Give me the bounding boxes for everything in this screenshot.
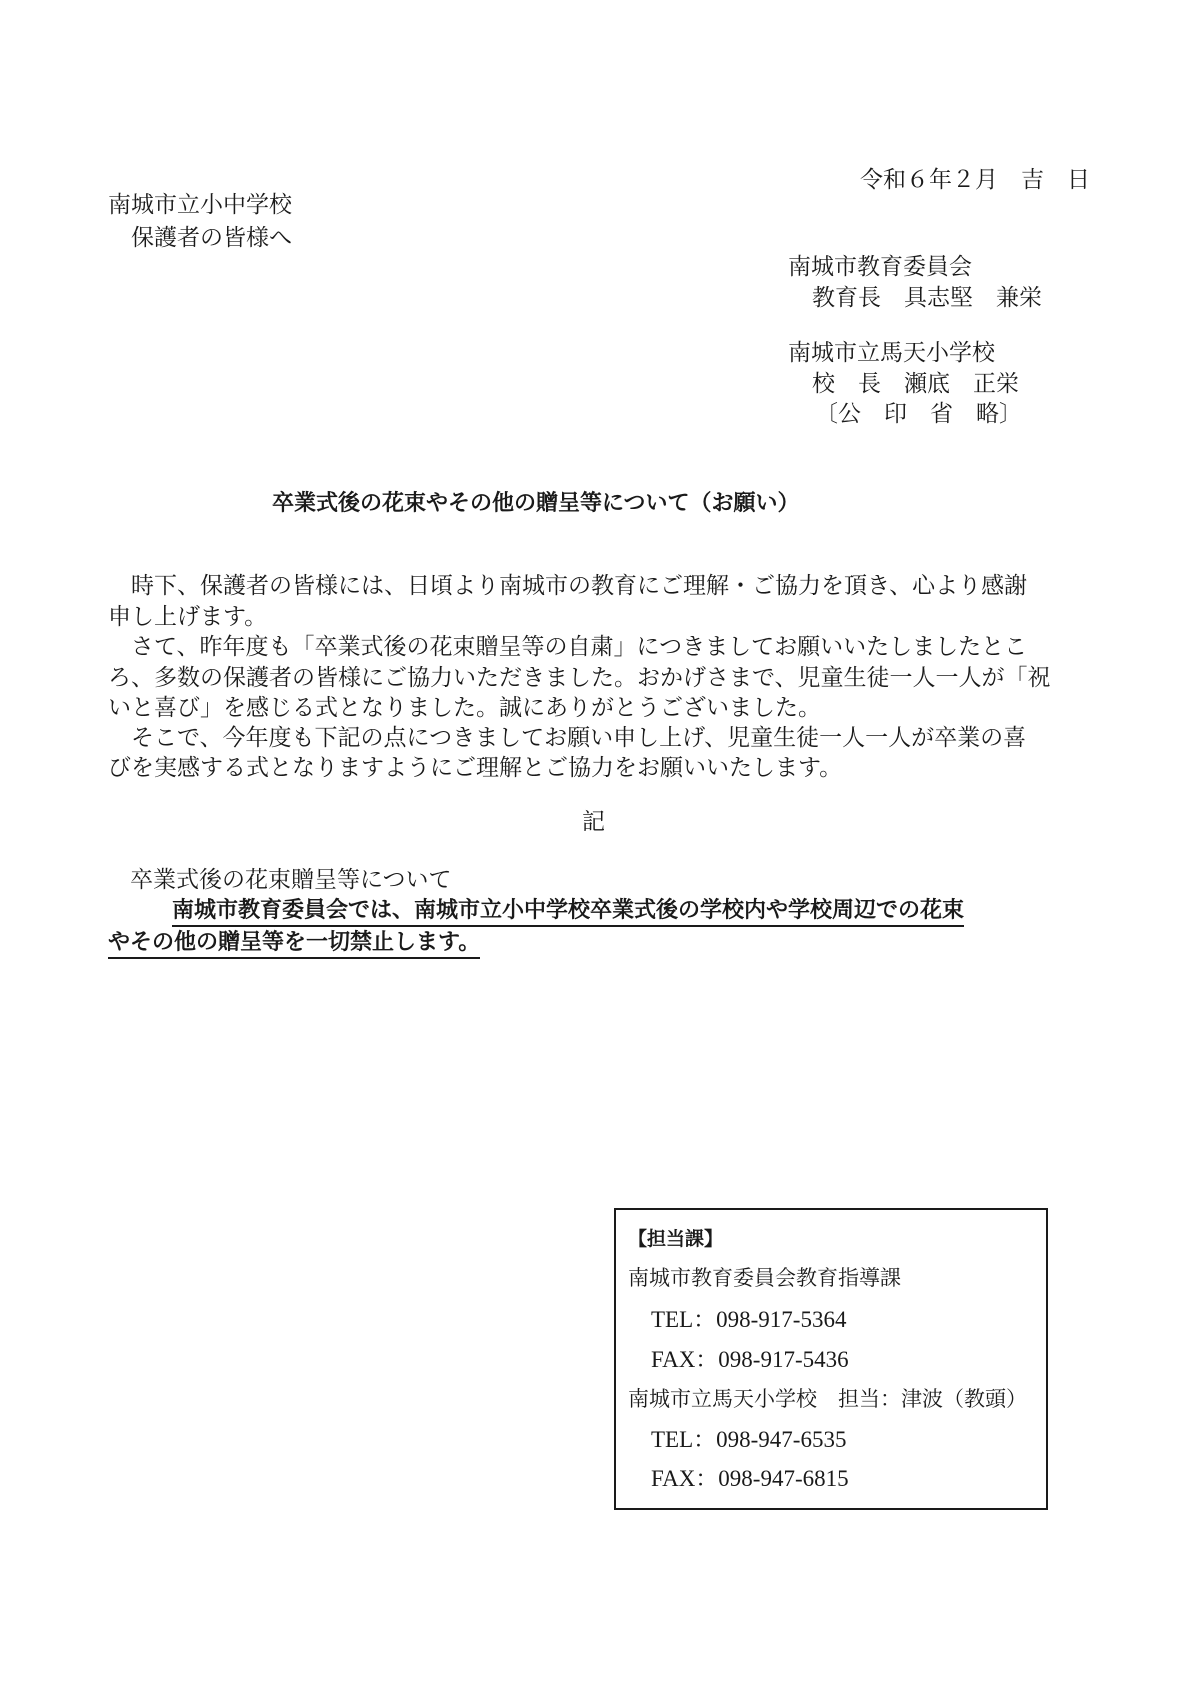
sender-1-org: 南城市教育委員会 <box>788 254 972 280</box>
item-heading: 卒業式後の花束贈呈等について <box>130 867 452 893</box>
date: 令和６年２月 吉 日 <box>860 167 1090 193</box>
contact-box <box>614 1208 1048 1510</box>
prohibition-notice-text: やその他の贈呈等を一切禁止します。 <box>108 929 480 959</box>
recipient-line-2: 保護者の皆様へ <box>131 225 292 251</box>
document-title: 卒業式後の花束やその他の贈呈等について（お願い） <box>272 491 800 516</box>
body-line: さて、昨年度も「卒業式後の花束贈呈等の自粛」につきましてお願いいたしましたとこ <box>108 634 1028 660</box>
contact-dept-2: 南城市立馬天小学校 担当：津波（教頭） <box>628 1387 1027 1411</box>
body-line: びを実感する式となりますようにご理解とご協力をお願いいたします。 <box>108 755 843 781</box>
contact-dept-1-fax: FAX：098-917-5436 <box>651 1347 849 1372</box>
contact-heading: 【担当課】 <box>628 1228 724 1250</box>
contact-dept-1-tel: TEL：098-917-5364 <box>651 1307 847 1332</box>
body-line: いと喜び」を感じる式となりました。誠にありがとうございました。 <box>108 695 821 721</box>
prohibition-notice-line-2 <box>108 926 480 959</box>
sender-2-org: 南城市立馬天小学校 <box>788 340 995 366</box>
body-line: ろ、多数の保護者の皆様にご協力いただきました。おかげさまで、児童生徒一人一人が「祝 <box>108 665 1051 691</box>
contact-dept-2-fax: FAX：098-947-6815 <box>651 1466 849 1491</box>
body-line: 申し上げます。 <box>108 604 268 630</box>
body-line: 時下、保護者の皆様には、日頃より南城市の教育にご理解・ご協力を頂き、心より感謝 <box>108 573 1028 599</box>
prohibition-notice-line-1 <box>172 894 964 927</box>
sender-2-person: 校 長 瀬底 正栄 <box>812 371 1019 397</box>
ki-marker: 記 <box>582 809 605 835</box>
body-line: そこで、今年度も下記の点につきましてお願い申し上げ、児童生徒一人一人が卒業の喜 <box>108 725 1027 751</box>
contact-dept-1: 南城市教育委員会教育指導課 <box>628 1266 901 1290</box>
contact-dept-2-tel: TEL：098-947-6535 <box>651 1427 847 1452</box>
seal-omitted-note: 〔公 印 省 略〕 <box>815 401 1022 427</box>
recipient-line-1: 南城市立小中学校 <box>108 192 292 218</box>
prohibition-notice-text: 南城市教育委員会では、南城市立小中学校卒業式後の学校内や学校周辺での花束 <box>172 897 964 927</box>
sender-1-person: 教育長 具志堅 兼栄 <box>812 285 1042 311</box>
